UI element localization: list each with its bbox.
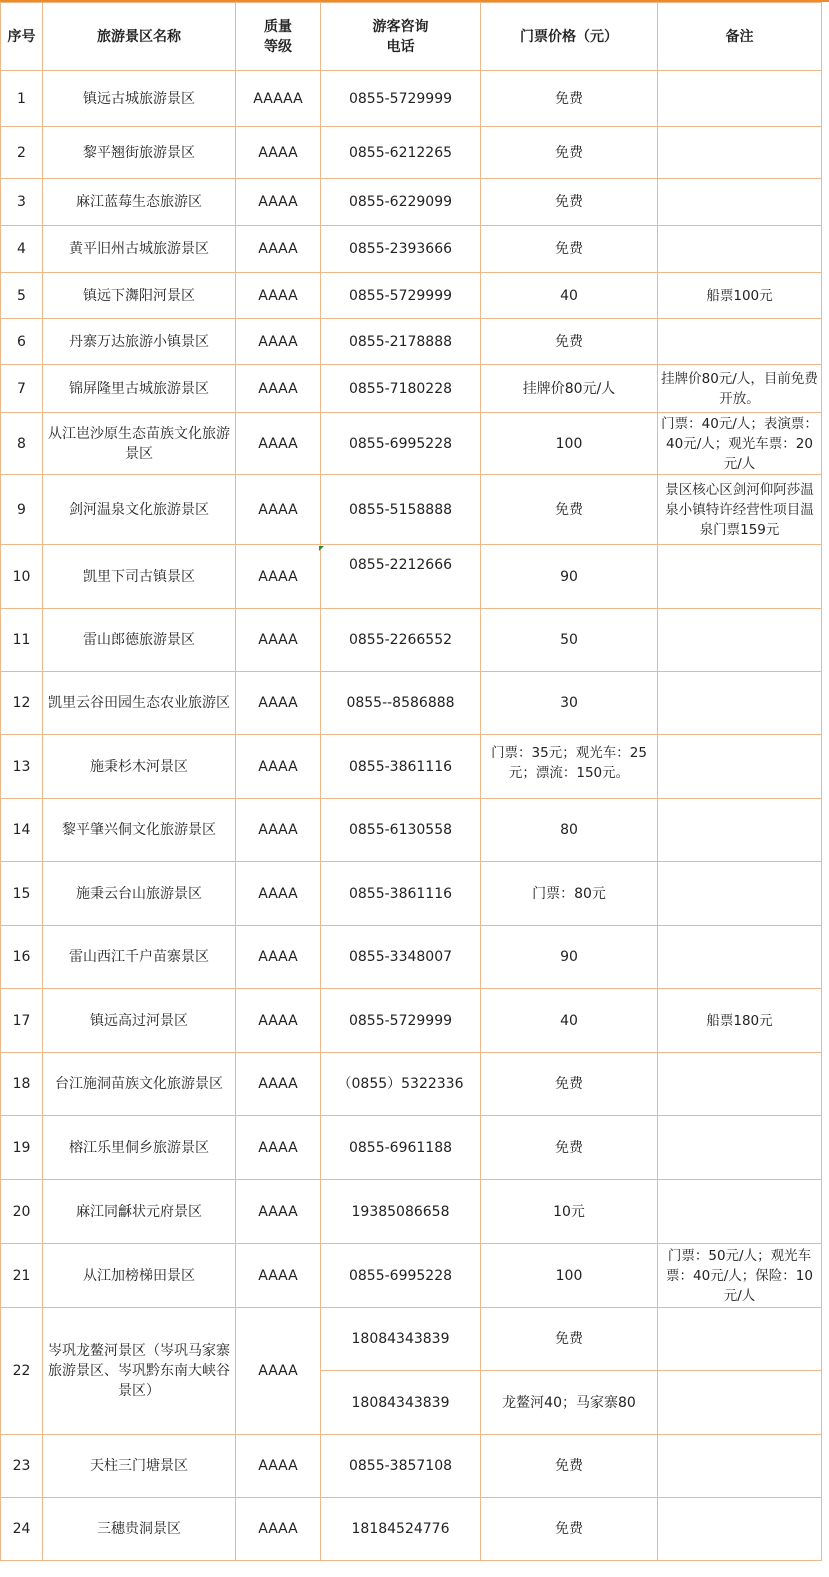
cell-price: 免费 (481, 319, 658, 365)
cell-price: 门票：35元；观光车：25元；漂流：150元。 (481, 735, 658, 799)
cell-phone: 0855-6995228 (321, 1244, 481, 1308)
table-row (1, 545, 822, 609)
cell-name: 锦屏隆里古城旅游景区 (43, 365, 236, 413)
cell-price: 免费 (481, 179, 658, 226)
table-row (1, 1180, 822, 1244)
cell-name: 雷山西江千户苗寨景区 (43, 926, 236, 989)
cell-price: 80 (481, 799, 658, 862)
cell-note (658, 1435, 822, 1498)
table-row (1, 735, 822, 799)
cell-note: 船票100元 (658, 273, 822, 319)
cell-grade: AAAA (236, 179, 321, 226)
header-phone-label: 游客咨询电话 (372, 18, 429, 55)
cell-name: 三穗贵洞景区 (43, 1498, 236, 1561)
cell-note (658, 799, 822, 862)
cell-price: 30 (481, 672, 658, 735)
table-row (1, 71, 822, 127)
cell-phone: 0855-6995228 (321, 413, 481, 475)
cell-phone: 0855--8586888 (321, 672, 481, 735)
cell-phone: 0855-3861116 (321, 735, 481, 799)
table-row (1, 1053, 822, 1116)
table-row (1, 926, 822, 989)
table-row (1, 475, 822, 545)
cell-grade: AAAAA (236, 71, 321, 127)
cell-name: 从江加榜梯田景区 (43, 1244, 236, 1308)
header-phone (321, 3, 481, 71)
cell-price: 100 (481, 1244, 658, 1308)
cell-price: 免费 (481, 1435, 658, 1498)
cell-price: 100 (481, 413, 658, 475)
cell-grade: AAAA (236, 672, 321, 735)
cell-note (658, 319, 822, 365)
cell-phone: 0855-2178888 (321, 319, 481, 365)
cell-price: 40 (481, 989, 658, 1053)
cell-phone: 0855-5729999 (321, 989, 481, 1053)
cell-seq: 7 (1, 365, 43, 413)
cell-phone: 0855-2266552 (321, 609, 481, 672)
cell-phone: 0855-3857108 (321, 1435, 481, 1498)
cell-price: 免费 (481, 1308, 658, 1371)
cell-price: 免费 (481, 1116, 658, 1180)
table-row (1, 989, 822, 1053)
cell-seq: 20 (1, 1180, 43, 1244)
cell-note (658, 127, 822, 179)
cell-seq: 16 (1, 926, 43, 989)
cell-grade: AAAA (236, 1435, 321, 1498)
cell-price: 免费 (481, 127, 658, 179)
cell-price: 50 (481, 609, 658, 672)
cell-name: 麻江蓝莓生态旅游区 (43, 179, 236, 226)
cell-seq: 24 (1, 1498, 43, 1561)
cell-phone: 19385086658 (321, 1180, 481, 1244)
cell-seq: 13 (1, 735, 43, 799)
cell-price: 挂牌价80元/人 (481, 365, 658, 413)
table-row (1, 413, 822, 475)
cell-phone: 0855-6229099 (321, 179, 481, 226)
cell-price: 龙鳌河40；马家寨80 (481, 1371, 658, 1435)
cell-phone: 0855-3861116 (321, 862, 481, 926)
cell-grade: AAAA (236, 1053, 321, 1116)
cell-price: 门票：80元 (481, 862, 658, 926)
cell-note: 门票：50元/人；观光车票：40元/人；保险：10元/人 (658, 1244, 822, 1308)
cell-grade: AAAA (236, 1244, 321, 1308)
table-row (1, 319, 822, 365)
cell-name: 黎平肇兴侗文化旅游景区 (43, 799, 236, 862)
header-price: 门票价格（元） (481, 3, 658, 71)
cell-note: 门票：40元/人；表演票：40元/人；观光车票：20元/人 (658, 413, 822, 475)
cell-name: 台江施洞苗族文化旅游景区 (43, 1053, 236, 1116)
cell-seq: 17 (1, 989, 43, 1053)
cell-grade: AAAA (236, 735, 321, 799)
cell-grade: AAAA (236, 1180, 321, 1244)
cell-price: 90 (481, 545, 658, 609)
cell-price: 10元 (481, 1180, 658, 1244)
cell-seq: 6 (1, 319, 43, 365)
table-row (1, 672, 822, 735)
scenic-spots-table (0, 2, 822, 1561)
cell-note: 挂牌价80元/人，目前免费开放。 (658, 365, 822, 413)
cell-grade: AAAA (236, 1116, 321, 1180)
cell-name: 黄平旧州古城旅游景区 (43, 226, 236, 273)
cell-grade: AAAA (236, 862, 321, 926)
cell-phone: 0855-6961188 (321, 1116, 481, 1180)
cell-grade: AAAA (236, 226, 321, 273)
cell-phone: 0855-3348007 (321, 926, 481, 989)
cell-note (658, 926, 822, 989)
cell-seq: 11 (1, 609, 43, 672)
cell-grade: AAAA (236, 989, 321, 1053)
cell-price: 免费 (481, 475, 658, 545)
table-row (1, 862, 822, 926)
cell-note (658, 609, 822, 672)
cell-phone: 0855-2212666 (321, 545, 481, 609)
cell-price: 免费 (481, 1053, 658, 1116)
cell-phone: 0855-2393666 (321, 226, 481, 273)
table-row (1, 1498, 822, 1561)
table-row (1, 1116, 822, 1180)
cell-seq: 2 (1, 127, 43, 179)
cell-name: 天柱三门塘景区 (43, 1435, 236, 1498)
cell-name: 岑巩龙鳌河景区（岑巩马家寨旅游景区、岑巩黔东南大峡谷景区） (43, 1308, 236, 1435)
cell-comment-marker (319, 546, 324, 551)
cell-seq: 14 (1, 799, 43, 862)
cell-note (658, 1180, 822, 1244)
cell-seq: 21 (1, 1244, 43, 1308)
cell-name: 施秉杉木河景区 (43, 735, 236, 799)
cell-price: 免费 (481, 71, 658, 127)
table-row (1, 1435, 822, 1498)
cell-seq: 4 (1, 226, 43, 273)
cell-phone: 18084343839 (321, 1371, 481, 1435)
cell-name: 凯里云谷田园生态农业旅游区 (43, 672, 236, 735)
cell-seq: 19 (1, 1116, 43, 1180)
cell-note (658, 735, 822, 799)
cell-seq: 23 (1, 1435, 43, 1498)
cell-seq: 8 (1, 413, 43, 475)
cell-name: 黎平翘街旅游景区 (43, 127, 236, 179)
cell-price: 免费 (481, 226, 658, 273)
cell-name: 镇远高过河景区 (43, 989, 236, 1053)
cell-grade: AAAA (236, 799, 321, 862)
table-row (1, 609, 822, 672)
cell-note (658, 545, 822, 609)
header-grade-label: 质量等级 (264, 18, 292, 55)
cell-grade: AAAA (236, 475, 321, 545)
cell-grade: AAAA (236, 365, 321, 413)
cell-grade: AAAA (236, 273, 321, 319)
cell-grade: AAAA (236, 1498, 321, 1561)
cell-note (658, 179, 822, 226)
cell-name: 镇远古城旅游景区 (43, 71, 236, 127)
cell-seq: 9 (1, 475, 43, 545)
cell-name: 剑河温泉文化旅游景区 (43, 475, 236, 545)
cell-grade: AAAA (236, 319, 321, 365)
cell-price: 40 (481, 273, 658, 319)
cell-phone: 0855-7180228 (321, 365, 481, 413)
cell-grade: AAAA (236, 127, 321, 179)
cell-price: 90 (481, 926, 658, 989)
table-row (1, 273, 822, 319)
cell-note (658, 1308, 822, 1371)
cell-phone: 0855-6130558 (321, 799, 481, 862)
cell-note: 船票180元 (658, 989, 822, 1053)
cell-seq: 5 (1, 273, 43, 319)
cell-seq: 10 (1, 545, 43, 609)
cell-name: 从江岜沙原生态苗族文化旅游景区 (43, 413, 236, 475)
cell-grade: AAAA (236, 1308, 321, 1435)
cell-grade: AAAA (236, 609, 321, 672)
header-seq: 序号 (1, 3, 43, 71)
table-row (1, 226, 822, 273)
cell-seq: 22 (1, 1308, 43, 1435)
cell-note (658, 1053, 822, 1116)
cell-grade: AAAA (236, 545, 321, 609)
cell-seq: 1 (1, 71, 43, 127)
cell-note (658, 672, 822, 735)
header-row (1, 3, 822, 71)
cell-seq: 3 (1, 179, 43, 226)
cell-phone: 0855-5158888 (321, 475, 481, 545)
cell-seq: 12 (1, 672, 43, 735)
cell-phone: 18184524776 (321, 1498, 481, 1561)
cell-note (658, 1116, 822, 1180)
cell-phone: 0855-5729999 (321, 71, 481, 127)
header-name: 旅游景区名称 (43, 3, 236, 71)
cell-note (658, 1371, 822, 1435)
cell-price: 免费 (481, 1498, 658, 1561)
cell-grade: AAAA (236, 926, 321, 989)
cell-name: 麻江同龢状元府景区 (43, 1180, 236, 1244)
cell-phone: 18084343839 (321, 1308, 481, 1371)
table-row (1, 127, 822, 179)
cell-name: 施秉云台山旅游景区 (43, 862, 236, 926)
table-row (1, 179, 822, 226)
header-grade (236, 3, 321, 71)
cell-name: 凯里下司古镇景区 (43, 545, 236, 609)
cell-name: 丹寨万达旅游小镇景区 (43, 319, 236, 365)
table-row (1, 1244, 822, 1308)
cell-seq: 15 (1, 862, 43, 926)
cell-grade: AAAA (236, 413, 321, 475)
cell-phone: 0855-6212265 (321, 127, 481, 179)
header-note: 备注 (658, 3, 822, 71)
cell-note (658, 226, 822, 273)
cell-note (658, 862, 822, 926)
table-row (1, 365, 822, 413)
cell-seq: 18 (1, 1053, 43, 1116)
cell-name: 榕江乐里侗乡旅游景区 (43, 1116, 236, 1180)
table-row (1, 1308, 822, 1371)
cell-note (658, 71, 822, 127)
cell-note (658, 1498, 822, 1561)
cell-note: 景区核心区剑河仰阿莎温泉小镇特许经营性项目温泉门票159元 (658, 475, 822, 545)
table-row (1, 799, 822, 862)
cell-name: 雷山郎德旅游景区 (43, 609, 236, 672)
cell-name: 镇远下㵲阳河景区 (43, 273, 236, 319)
cell-phone: （0855）5322336 (321, 1053, 481, 1116)
cell-phone: 0855-5729999 (321, 273, 481, 319)
